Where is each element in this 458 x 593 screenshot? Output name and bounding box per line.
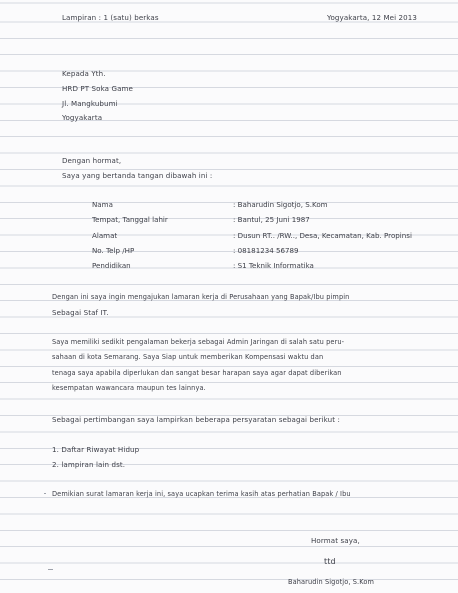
- paragraph-2-line-3: tenaga saya apabila diperlukan dan sangat besar harapan saya agar dapat diberikan: [52, 369, 342, 377]
- attachment-list-item-2: 2. lampiran lain dst.: [52, 460, 126, 469]
- identity-label-birth: Tempat, Tanggal lahir: [92, 215, 168, 224]
- recipient-city: Yogyakarta: [62, 113, 103, 122]
- identity-label-education: Pendidikan: [92, 261, 131, 270]
- identity-value-education: : S1 Teknik Informatika: [233, 261, 314, 270]
- signature-ttd: ttd: [324, 557, 336, 566]
- identity-value-birth: : Bantul, 25 Juni 1987: [233, 215, 310, 224]
- recipient-company: HRD PT Soka Game: [62, 84, 133, 93]
- paragraph-1-line-1: Dengan ini saya ingin mengajukan lamaran kerja di Perusahaan yang Bapak/Ibu pimpin: [52, 293, 350, 301]
- paragraph-1-line-2: Sebagai Staf IT.: [52, 308, 109, 317]
- identity-label-name: Nama: [92, 200, 113, 209]
- recipient-salutation: Kepada Yth.: [62, 69, 106, 78]
- identity-value-address: : Dusun RT.. /RW.., Desa, Kecamatan, Kab. Propinsi: [233, 231, 412, 240]
- regards: Hormat saya,: [311, 536, 360, 545]
- paragraph-2-line-1: Saya memiliki sedikit pengalaman bekerja sebagai Admin Jaringan di salah satu peru-: [52, 338, 345, 346]
- greeting: Dengan hormat,: [62, 156, 122, 165]
- closing-sentence: Demikian surat lamaran kerja ini, saya ucapkan terima kasih atas perhatian Bapak / Ibu: [52, 490, 351, 498]
- margin-mark: [48, 569, 53, 570]
- recipient-street: Jl. Mangkubumi: [62, 99, 118, 108]
- attachments-intro: Sebagai pertimbangan saya lampirkan beberapa persyaratan sebagai berikut :: [52, 415, 340, 424]
- signer-name: Baharudin Sigotjo, S.Kom: [288, 578, 374, 586]
- identity-label-phone: No. Telp /HP: [92, 246, 135, 255]
- identity-label-address: Alamat: [92, 231, 118, 240]
- identity-value-name: : Baharudin Sigotjo, S.Kom: [233, 200, 328, 209]
- paragraph-2-line-4: kesempatan wawancara maupun tes lainnya.: [52, 384, 206, 392]
- intro-sentence: Saya yang bertanda tangan dibawah ini :: [62, 171, 213, 180]
- attachment-list-item-1: 1. Daftar Riwayat Hidup: [52, 445, 140, 454]
- paragraph-2-line-2: sahaan di kota Semarang. Saya Siap untuk memberikan Kompensasi waktu dan: [52, 353, 324, 361]
- stray-dot: [44, 493, 46, 494]
- attachment-line: Lampiran : 1 (satu) berkas: [62, 13, 159, 22]
- identity-value-phone: : 08181234 56789: [233, 246, 299, 255]
- place-date: Yogyakarta, 12 Mei 2013: [327, 13, 418, 22]
